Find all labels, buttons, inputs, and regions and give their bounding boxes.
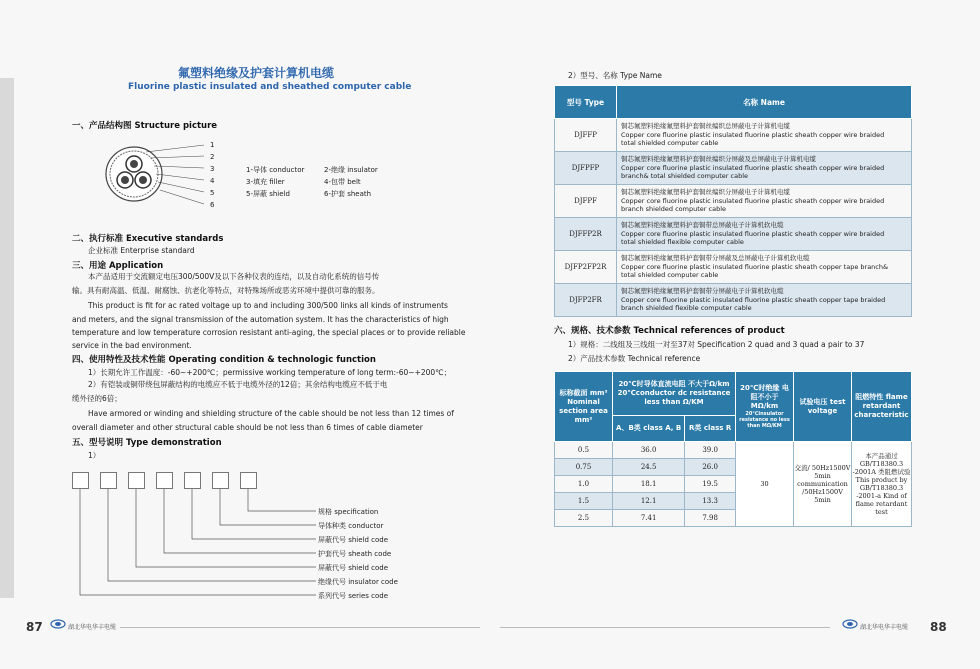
type-header: 型号 Type: [555, 86, 617, 119]
type-demo-leader-lines: [70, 488, 320, 600]
type-demo-heading: 五、型号说明 Type demonstration: [72, 438, 222, 448]
application-en-line-3: temperature and low temperature corrosion resistant anti-aging, the special places or to provide reliable: [72, 328, 466, 337]
code-box-spec: [240, 472, 257, 489]
legend-conductor: 1-导体 conductor: [246, 166, 305, 174]
area-header-cn: 标称截面 mm²: [559, 388, 608, 397]
label-specification: 规格 specification: [318, 508, 379, 516]
class-ab-cell: 18.1: [613, 476, 685, 493]
type-code: DJFFP2R: [555, 218, 617, 251]
operating-heading: 四、使用特性及技术性能 Operating condition & technologic function: [72, 355, 376, 365]
type-code: DJFP2FP2R: [555, 251, 617, 284]
class-r-header: R类 class R: [685, 416, 736, 442]
label-shield-code-2: 屏蔽代号 shield code: [318, 564, 389, 572]
insulation-header-cn: 20℃时绝缘 电阻不小于 MΩ/km: [740, 384, 789, 410]
page-number-left: 87: [26, 620, 43, 634]
label-sheath-code: 护套代号 sheath code: [318, 550, 392, 558]
voltage-header: 试验电压 test voltage: [794, 372, 852, 442]
insulation-header-en: 20℃insulator resistance no less than MΩ/KM: [739, 411, 790, 429]
structure-heading: 一、产品结构图 Structure picture: [72, 121, 218, 131]
type-code: DJFPFP: [555, 152, 617, 185]
code-box-conductor: [212, 472, 229, 489]
table-row: [555, 119, 912, 152]
class-r-cell: 26.0: [685, 459, 736, 476]
area-header: [555, 372, 613, 442]
type-name-en-2: total shielded computer cable: [621, 271, 719, 280]
type-name-en-1: Copper core fluorine plastic insulated fluorine plastic sheath copper wire braided: [621, 229, 885, 238]
class-ab-cell: 24.5: [613, 459, 685, 476]
class-ab-cell: 7.41: [613, 510, 685, 527]
type-name-table: [554, 85, 912, 317]
area-cell: 2.5: [555, 510, 613, 527]
table-row: [555, 185, 912, 218]
footer-divider-right: [500, 627, 830, 628]
structure-number-1: 1: [210, 141, 215, 149]
structure-number-5: 5: [210, 189, 215, 197]
type-code: DJFFP: [555, 119, 617, 152]
legend-shield: 5-屏蔽 shield: [246, 190, 290, 198]
type-name-en-1: Copper core fluorine plastic insulated fluorine plastic sheath copper tape braided: [621, 295, 886, 304]
page-number-right: 88: [930, 620, 947, 634]
class-ab-cell: 36.0: [613, 442, 685, 459]
application-heading: 三、用途 Application: [72, 261, 164, 271]
type-name-cell: [617, 185, 912, 218]
standard-text: 企业标准 Enterprise standard: [88, 246, 195, 255]
type-code: DJFPF: [555, 185, 617, 218]
area-cell: 0.5: [555, 442, 613, 459]
cable-structure-diagram: [98, 138, 218, 218]
legend-sheath: 6-护套 sheath: [324, 190, 372, 198]
type-name-cn: 铜芯氟塑料绝缘氟塑料护套铜带总屏蔽电子计算机软电缆: [621, 221, 784, 230]
operating-line-2: 2）有铠装或铜带绕包屏蔽结构的电缆应不低于电缆外径的12倍；其余结构电缆应不低于电: [88, 380, 388, 389]
table-row: [555, 152, 912, 185]
code-box-shield-2: [184, 472, 201, 489]
type-name-en-2: branch& total shielded computer cable: [621, 172, 748, 181]
flame-value: 本产品通过 GB/T18380.3 -2001A 类阻燃试验 This product by GB/T18380.3 -2001-a Kind of flame retardant test: [852, 442, 912, 527]
type-name-en-2: total shielded flexible computer cable: [621, 238, 744, 247]
technical-line-2: 2）产品技术参数 Technical reference: [568, 354, 701, 363]
class-r-cell: 39.0: [685, 442, 736, 459]
brand-name-right: 湖北华电华丰电缆: [860, 624, 909, 631]
type-name-cell: [617, 251, 912, 284]
type-name-en-1: Copper core fluorine plastic insulated fluorine plastic sheath copper wire braided: [621, 163, 885, 172]
type-name-cell: [617, 218, 912, 251]
type-name-cn: 铜芯氟塑料绝缘氟塑料护套铜丝编织分屏蔽电子计算机电缆: [621, 188, 790, 197]
legend-belt: 4-包带 belt: [324, 178, 361, 186]
class-r-cell: 7.98: [685, 510, 736, 527]
name-header: 名称 Name: [617, 86, 912, 119]
type-name-en-1: Copper core fluorine plastic insulated fluorine plastic sheath copper wire braided: [621, 130, 885, 139]
application-en-line-4: service in the bad environment.: [72, 341, 192, 350]
page-title-en: Fluorine plastic insulated and sheathed computer cable: [128, 82, 412, 92]
type-name-en-1: Copper core fluorine plastic insulated fluorine plastic sheath copper tape branch&: [621, 262, 889, 271]
insulation-header: [736, 372, 794, 442]
class-ab-cell: 12.1: [613, 493, 685, 510]
label-shield-code-1: 屏蔽代号 shield code: [318, 536, 389, 544]
standard-heading: 二、执行标准 Executive standards: [72, 234, 224, 244]
footer-divider-left: [120, 627, 480, 628]
type-name-en-2: branch shielded computer cable: [621, 205, 726, 214]
area-cell: 1.5: [555, 493, 613, 510]
type-name-cn: 铜芯氟塑料绝缘氟塑料护套铜带分屏蔽电子计算机软电缆: [621, 287, 784, 296]
code-box-sheath: [156, 472, 173, 489]
type-name-cn: 铜芯氟塑料绝缘氟塑料护套铜带分屏蔽及总屏蔽电子计算机软电缆: [621, 254, 810, 263]
page-spine-band: [0, 78, 14, 598]
brand-logo-icon: [50, 619, 66, 629]
code-box-series: [72, 472, 89, 489]
area-cell: 1.0: [555, 476, 613, 493]
class-ab-header: A、B类 class A, B: [613, 416, 685, 442]
operating-line-4: Have armored or winding and shielding structure of the cable should be not less than 12 times of: [88, 409, 454, 418]
legend-insulator: 2-绝缘 insulator: [324, 166, 378, 174]
operating-line-1: 1）长期允许工作温度：-60~+200℃；permissive working temperature of long term:-60~+200℃；: [88, 368, 452, 377]
resistance-header: [613, 372, 736, 416]
technical-line-1: 1）规格：二线组及三线组一对至37对 Specification 2 quad and 3 quad a pair to 37: [568, 340, 865, 349]
type-demo-sub: 1）: [88, 451, 101, 460]
code-box-shield-1: [128, 472, 145, 489]
application-cn-line-2: 输。具有耐高温、低温、耐腐蚀、抗老化等特点，对特殊场所或恶劣环境中提供可靠的服务。: [72, 286, 380, 295]
structure-number-4: 4: [210, 177, 215, 185]
resistance-header-cn: 20℃时导体直流电阻 不大于Ω/km: [618, 380, 730, 388]
type-name-cell: [617, 152, 912, 185]
table-row: [555, 442, 912, 459]
structure-number-3: 3: [210, 165, 215, 173]
table-row: [555, 284, 912, 317]
type-name-sub: 2）型号、名称 Type Name: [568, 71, 662, 80]
structure-number-2: 2: [210, 153, 215, 161]
label-conductor: 导体种类 conductor: [318, 522, 384, 530]
area-header-en: Nominal section area mm²: [559, 397, 608, 424]
resistance-header-en: 20℃conductor dc resistance less than Ω/KM: [617, 389, 731, 406]
application-en-line-1: This product is fit for ac rated voltage up to and including 300/500 links all kinds of instruments: [88, 301, 448, 310]
legend-filler: 3-填充 filler: [246, 178, 285, 186]
type-name-cell: [617, 284, 912, 317]
class-r-cell: 19.5: [685, 476, 736, 493]
brand-logo-icon: [842, 619, 858, 629]
type-name-en-2: total shielded computer cable: [621, 139, 719, 148]
type-name-en-1: Copper core fluorine plastic insulated fluorine plastic sheath copper wire braided: [621, 196, 885, 205]
type-name-en-2: branch shielded flexible computer cable: [621, 304, 752, 313]
label-insulator-code: 绝缘代号 insulator code: [318, 578, 398, 586]
label-series-code: 系列代号 series code: [318, 592, 389, 600]
page-title-cn: 氟塑料绝缘及护套计算机电缆: [178, 66, 335, 80]
type-name-cell: [617, 119, 912, 152]
technical-table: [554, 371, 912, 527]
operating-line-3: 缆外径的6倍；: [72, 394, 122, 403]
flame-header: 阻燃特性 flame retardant characteristic: [852, 372, 912, 442]
table-row: [555, 251, 912, 284]
application-en-line-2: and meters, and the signal transmission of the automation system. It has the characteristics of high: [72, 315, 449, 324]
table-row: [555, 218, 912, 251]
class-r-cell: 13.3: [685, 493, 736, 510]
application-cn-line-1: 本产品适用于交流额定电压300/500V及以下各种仪表的连结，以及自动化系统的信号传: [88, 272, 380, 281]
code-box-insulator: [100, 472, 117, 489]
brand-name-left: 湖北华电华丰电缆: [68, 624, 117, 631]
type-name-cn: 铜芯氟塑料绝缘氟塑料护套铜丝编织总屏蔽电子计算机电缆: [621, 122, 790, 131]
operating-line-5: overall diameter and other structural cable should be not less than 6 times of cable diameter: [72, 423, 423, 432]
structure-number-6: 6: [210, 201, 215, 209]
insulation-value: 30: [736, 442, 794, 527]
technical-heading: 六、规格、技术参数 Technical references of product: [554, 326, 785, 336]
type-code: DJFP2FR: [555, 284, 617, 317]
area-cell: 0.75: [555, 459, 613, 476]
voltage-value: 交流/ 50Hz1500V 5min communication /50Hz1500V 5min: [794, 442, 852, 527]
type-name-cn: 铜芯氟塑料绝缘氟塑料护套铜丝编织分屏蔽及总屏蔽电子计算机电缆: [621, 155, 816, 164]
